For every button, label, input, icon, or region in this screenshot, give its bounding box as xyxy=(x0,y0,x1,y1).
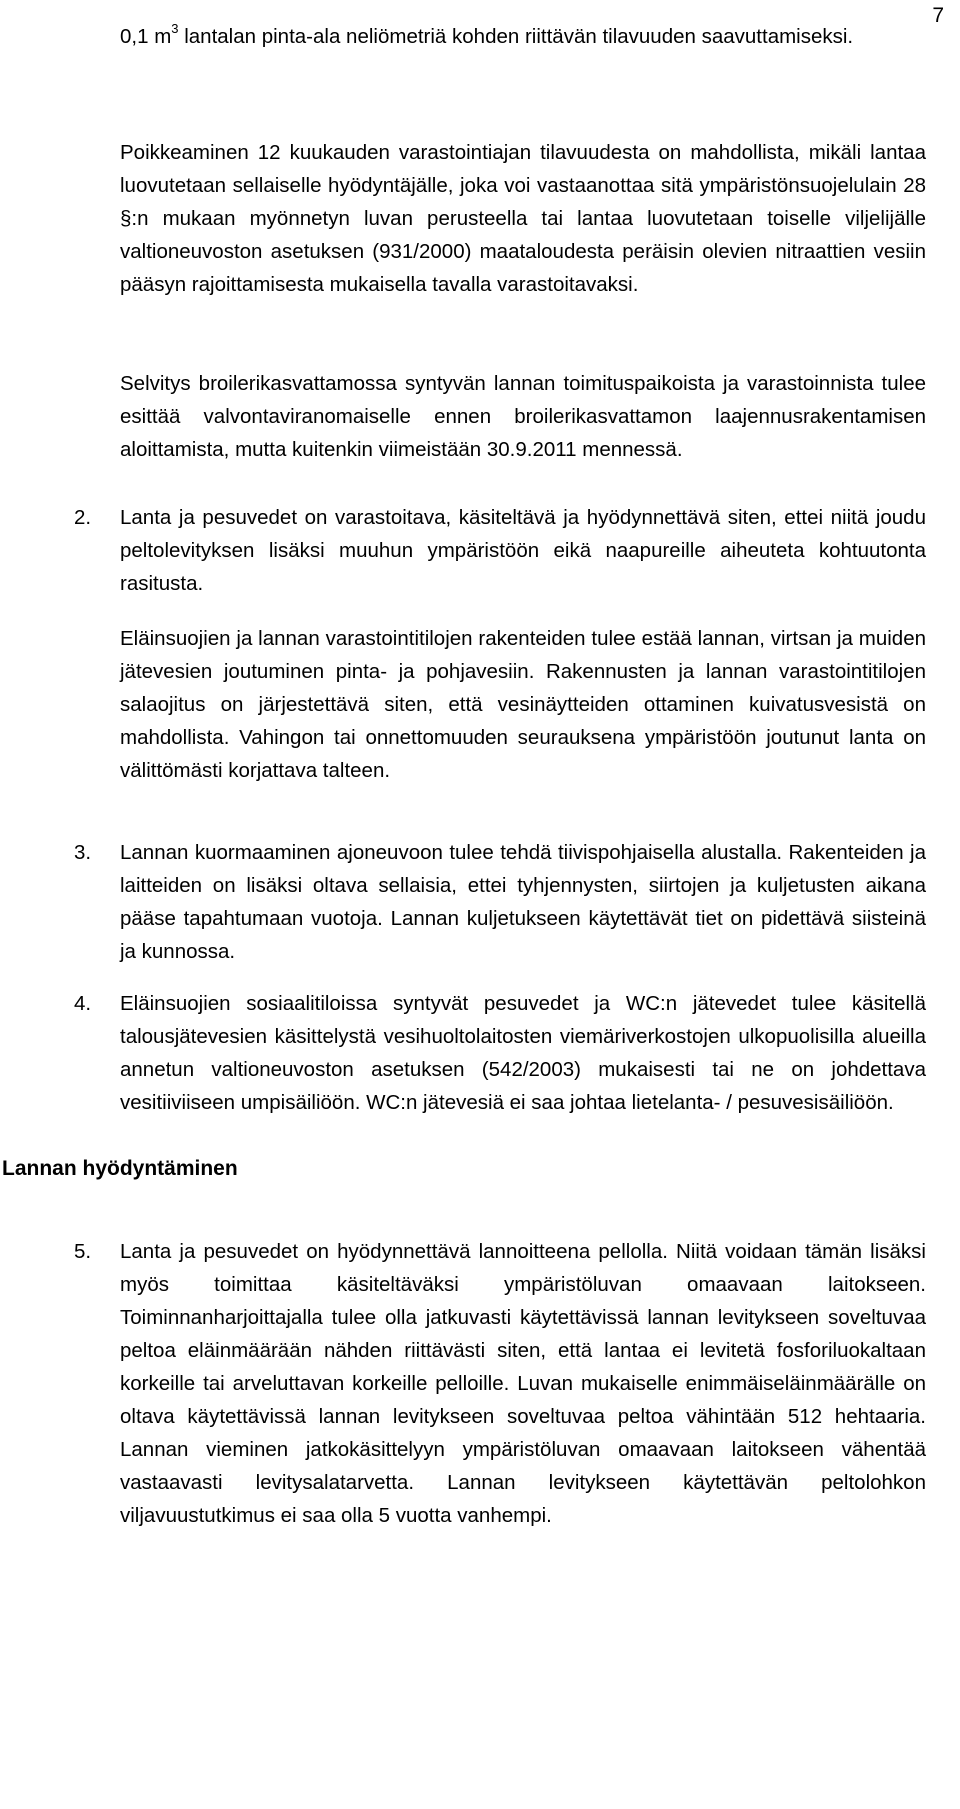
intro-paragraph xyxy=(120,20,926,54)
item-number: 4. xyxy=(74,992,92,1015)
item-text: Lannan kuormaaminen ajoneuvoon tulee tehdä tiivispohjaisella alustalla. Rakenteiden ja laitteiden on lisäksi oltava sellaisia, ettei tyhjennysten, siirtojen ja kuljetusten aikana pääse tapahtumaan vuotoja. Lannan kuljetukseen käytettävät tiet on pidettävä siisteinä ja kunnossa. xyxy=(120,841,926,963)
item-text: Lanta ja pesuvedet on varastoitava, käsiteltävä ja hyödynnettävä siten, ettei niitä joudu peltolevityksen lisäksi muuhun ympäristöön eikä naapureille aiheuteta kohtuutonta rasitusta. xyxy=(120,506,926,595)
intro-superscript: 3 xyxy=(171,21,179,37)
item-number: 3. xyxy=(74,841,92,864)
intro-rest: lantalan pinta-ala neliömetriä kohden riittävän tilavuuden saavuttamiseksi. xyxy=(178,25,854,48)
item-text: Eläinsuojien sosiaalitiloissa syntyvät pesuvedet ja WC:n jätevedet tulee käsitellä talousjätevesien käsittelystä vesihuoltolaitosten viemäriverkostojen ulkopuolisilla alueilla annetun valtioneuvoston asetuksen (542/2003) mukaisesti tai ne on johdettava vesitiiviiseen umpisäiliöön. WC:n jätevesiä ei saa johtaa lietelanta- / pesuvesisäiliöön. xyxy=(120,992,926,1114)
report-paragraph: Selvitys broilerikasvattamossa syntyvän lannan toimituspaikoista ja varastoinnista tulee esittää valvontaviranomaiselle ennen broilerikasvattamon laajennusrakentamisen aloittamista, mutta kuitenkin viimeistään 30.9.2011 mennessä. xyxy=(120,372,926,461)
item-number: 5. xyxy=(74,1240,92,1263)
intro-start: 0,1 m xyxy=(120,25,172,48)
page-number: 7 xyxy=(932,4,944,27)
deviation-paragraph: Poikkeaminen 12 kuukauden varastointiajan tilavuudesta on mahdollista, mikäli lantaa luovutetaan sellaiselle hyödyntäjälle, joka voi vastaanottaa sitä ympäristönsuojelulain 28 §:n mukaan myönnetyn luvan perusteella tai lantaa luovutetaan toiselle viljelijälle valtioneuvoston asetuksen (931/2000) maataloudesta peräisin olevien nitraattien vesiin pääsyn rajoittamisesta mukaisella tavalla varastoitavaksi. xyxy=(120,141,926,296)
item-subparagraph: Eläinsuojien ja lannan varastointitilojen rakenteiden tulee estää lannan, virtsan ja muiden jätevesien joutuminen pinta- ja pohjavesiin. Rakennusten ja lannan varastointitilojen salaojitus on järjestettävä siten, että vesinäytteiden ottaminen kuivatusvesistä on mahdollista. Vahingon tai onnettomuuden seurauksena ympäristöön joutunut lanta on välittömästi korjattava talteen. xyxy=(120,627,926,782)
item-number: 2. xyxy=(74,506,92,529)
section-heading: Lannan hyödyntäminen xyxy=(2,1157,238,1180)
item-text: Lanta ja pesuvedet on hyödynnettävä lannoitteena pellolla. Niitä voidaan tämän lisäksi myös toimittaa käsiteltäväksi ympäristöluvan omaavaan laitokseen. Toiminnanharjoittajalla tulee olla jatkuvasti käytettävissä lannan levitykseen soveltuvaa peltoa eläinmäärään nähden riittävästi siten, että lantaa ei levitetä fosforiluokaltaan korkeille tai arveluttavan korkeille pelloille. Luvan mukaiselle enimmäiseläinmäärälle on oltava käytettävissä lannan levitykseen soveltuvaa peltoa vähintään 512 hehtaaria. Lannan vieminen jatkokäsittelyyn ympäristöluvan omaavaan laitokseen vähentää vastaavasti levitysalatarvetta. Lannan levitykseen käytettävän peltolohkon viljavuustutkimus ei saa olla 5 vuotta vanhempi. xyxy=(120,1240,926,1527)
